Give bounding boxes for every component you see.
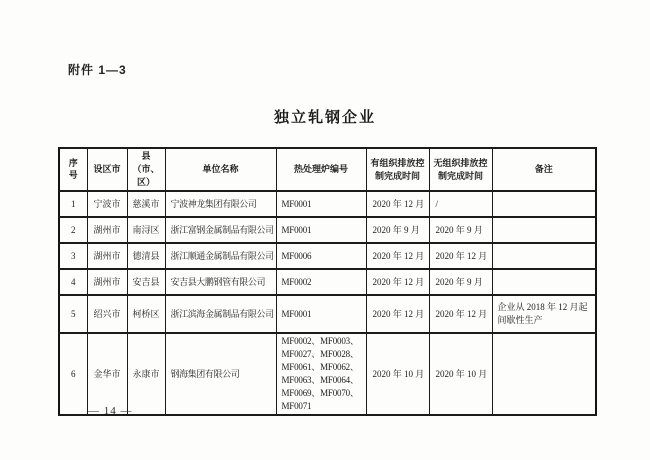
header-city: 设区市 xyxy=(87,148,127,191)
cell-remark xyxy=(492,333,596,415)
cell-remark xyxy=(492,269,596,295)
cell-remark: 企业从 2018 年 12 月起间歇性生产 xyxy=(492,295,596,333)
cell-city: 宁波市 xyxy=(87,191,127,217)
cell-county: 永康市 xyxy=(127,333,165,415)
cell-organized-deadline: 2020 年 12 月 xyxy=(366,269,429,295)
cell-organized-deadline: 2020 年 10 月 xyxy=(366,333,429,415)
table-header-row xyxy=(59,148,596,191)
cell-company: 浙江富钢金属制品有限公司 xyxy=(165,217,276,243)
cell-remark xyxy=(492,243,596,269)
page-number: — 14 — xyxy=(88,405,133,417)
cell-county: 安吉县 xyxy=(127,269,165,295)
cell-organized-deadline: 2020 年 12 月 xyxy=(366,191,429,217)
table-row xyxy=(59,269,596,295)
cell-furnace-ids: MF0002 xyxy=(276,269,366,295)
cell-unorganized-deadline: 2020 年 9 月 xyxy=(429,269,492,295)
page-title: 独立轧钢企业 xyxy=(273,109,376,126)
cell-seq: 4 xyxy=(59,269,87,295)
header-unorganized-deadline: 无组织排放控制完成时间 xyxy=(429,148,492,191)
cell-city: 金华市 xyxy=(87,333,127,415)
cell-city: 绍兴市 xyxy=(87,295,127,333)
cell-furnace-ids: MF0001 xyxy=(276,295,366,333)
cell-company: 钢海集团有限公司 xyxy=(165,333,276,415)
cell-unorganized-deadline: 2020 年 12 月 xyxy=(429,295,492,333)
cell-remark xyxy=(492,191,596,217)
attachment-label: 附件 1—3 xyxy=(68,63,127,77)
table-row xyxy=(59,191,596,217)
header-furnace-id: 热处理炉编号 xyxy=(276,148,366,191)
cell-organized-deadline: 2020 年 12 月 xyxy=(366,243,429,269)
cell-county: 慈溪市 xyxy=(127,191,165,217)
cell-furnace-ids: MF0002、MF0003、MF0027、MF0028、MF0061、MF0062、MF0063、MF0064、MF0069、MF0070、MF0071 xyxy=(276,333,366,415)
cell-unorganized-deadline: 2020 年 10 月 xyxy=(429,333,492,415)
cell-county: 德清县 xyxy=(127,243,165,269)
cell-organized-deadline: 2020 年 12 月 xyxy=(366,295,429,333)
cell-remark xyxy=(492,217,596,243)
cell-seq: 3 xyxy=(59,243,87,269)
cell-unorganized-deadline: 2020 年 12 月 xyxy=(429,243,492,269)
cell-seq: 5 xyxy=(59,295,87,333)
table-row xyxy=(59,333,596,415)
table-row xyxy=(59,243,596,269)
cell-unorganized-deadline: / xyxy=(429,191,492,217)
cell-county: 南浔区 xyxy=(127,217,165,243)
cell-furnace-ids: MF0006 xyxy=(276,243,366,269)
table-row xyxy=(59,217,596,243)
header-seq: 序号 xyxy=(59,148,87,191)
cell-city: 湖州市 xyxy=(87,217,127,243)
cell-seq: 1 xyxy=(59,191,87,217)
header-remark: 备注 xyxy=(492,148,596,191)
header-organized-deadline: 有组织排放控制完成时间 xyxy=(366,148,429,191)
table-row xyxy=(59,295,596,333)
cell-company: 浙江滨海金属制品有限公司 xyxy=(165,295,276,333)
cell-furnace-ids: MF0001 xyxy=(276,191,366,217)
cell-company: 安吉县大鹏钢管有限公司 xyxy=(165,269,276,295)
header-county: 县（市、区） xyxy=(127,148,165,191)
cell-city: 湖州市 xyxy=(87,243,127,269)
cell-organized-deadline: 2020 年 9 月 xyxy=(366,217,429,243)
header-company: 单位名称 xyxy=(165,148,276,191)
cell-city: 湖州市 xyxy=(87,269,127,295)
cell-furnace-ids: MF0001 xyxy=(276,217,366,243)
cell-company: 宁波神龙集团有限公司 xyxy=(165,191,276,217)
cell-seq: 6 xyxy=(59,333,87,415)
cell-unorganized-deadline: 2020 年 9 月 xyxy=(429,217,492,243)
cell-county: 柯桥区 xyxy=(127,295,165,333)
cell-seq: 2 xyxy=(59,217,87,243)
enterprises-table xyxy=(58,147,597,416)
cell-company: 浙江顺通金属制品有限公司 xyxy=(165,243,276,269)
